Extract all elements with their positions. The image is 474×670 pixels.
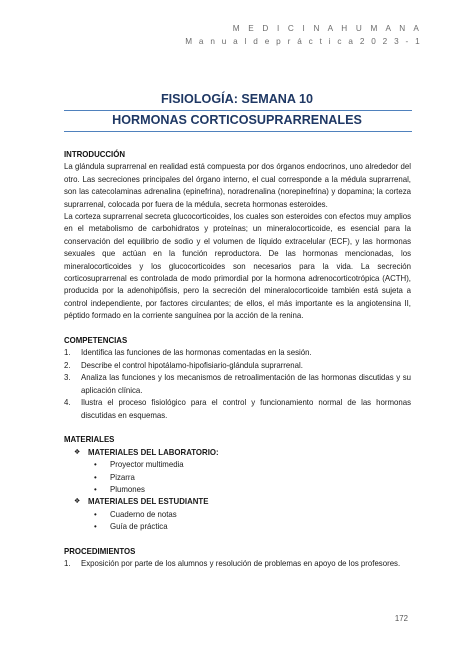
list-item: • Plumones xyxy=(64,484,411,496)
header-manual: M a n u a l d e p r á c t i c a 2 0 2 3 - 1 xyxy=(185,37,422,46)
list-item: • Guía de práctica xyxy=(64,521,411,533)
materiales-lab-list xyxy=(64,459,411,496)
diamond-bullet-icon: ❖ xyxy=(74,498,81,506)
page-number: 172 xyxy=(394,614,408,623)
list-item: 1. Identifica las funciones de las hormonas comentadas en la sesión. xyxy=(64,348,312,358)
materiales-est-list xyxy=(64,509,411,534)
document-body xyxy=(64,149,411,571)
page-subtitle: HORMONAS CORTICOSUPRARRENALES xyxy=(112,113,362,127)
materiales-est-group: ❖ MATERIALES DEL ESTUDIANTE xyxy=(64,496,411,508)
list-item: • Cuaderno de notas xyxy=(64,509,411,521)
list-item: 4. Ilustra el proceso fisiológico para el control y funcionamiento normal de las hormonas discutidas en esquemas. xyxy=(64,398,411,420)
title-divider-top xyxy=(64,110,412,111)
list-item: • Pizarra xyxy=(64,472,411,484)
materiales-lab-group: ❖ MATERIALES DEL LABORATORIO: xyxy=(64,447,411,459)
list-item: 3. Analiza las funciones y los mecanismos de retroalimentación de las hormonas discutidas y su aplicación clínica. xyxy=(64,373,411,395)
competencias-list xyxy=(64,347,411,421)
page-title: FISIOLOGÍA: SEMANA 10 xyxy=(160,92,314,106)
section-heading-competencias: COMPETENCIAS xyxy=(64,336,128,346)
dot-bullet-icon: • xyxy=(94,509,97,519)
dot-bullet-icon: • xyxy=(94,522,97,532)
title-divider-bottom xyxy=(64,131,412,132)
list-item: • Proyector multimedia xyxy=(64,459,411,471)
section-heading-materiales: MATERIALES xyxy=(64,435,115,445)
dot-bullet-icon: • xyxy=(94,472,97,482)
dot-bullet-icon: • xyxy=(94,484,97,494)
materiales-groups xyxy=(64,447,411,459)
procedimientos-list xyxy=(64,558,411,570)
section-heading-procedimientos: PROCEDIMIENTOS xyxy=(64,546,136,556)
list-item: 1. Exposición por parte de los alumnos y resolución de problemas en apoyo de los profesores. xyxy=(64,559,401,569)
diamond-bullet-icon: ❖ xyxy=(74,448,81,456)
intro-paragraph-2: La corteza suprarrenal secreta glucocorticoides, los cuales son esteroides con efectos muy amplios en el metabolismo de carbohidratos y proteínas; un mineralocorticoide, es esencial para la conservación del equilibrio de sodio y el volumen de líquido extracelular (ECF), y las hormonas sexuales que actúan en la función reproductora. De las hormonas mencionadas, los mineralocorticoides y los glucocorticoides son necesarios para la vida. La secreción corticosuprarrenal es controlada de modo primordial por la hormona adrenocorticotrópica (ACTH), producida por la adenohipófisis, pero la secreción del mineralocorticoide también está sujeta a control independiente, por factores circulantes; de ellos, el más importante es la angiotensina II, péptido formado en la corriente sanguínea por la acción de la renina. xyxy=(64,212,411,321)
header-program: M E D I C I N A H U M A N A xyxy=(232,24,422,33)
list-item: 2. Describe el control hipotálamo-hipofisiario-glándula suprarrenal. xyxy=(64,360,303,370)
dot-bullet-icon: • xyxy=(94,460,97,470)
materiales-groups-2 xyxy=(64,496,411,508)
intro-paragraph-1: La glándula suprarrenal en realidad está compuesta por dos órganos endocrinos, uno alrededor del otro. Las secreciones principales del órgano interno, el cual corresponde a la médula suprarrenal, son las catecolaminas adrenalina (epinefrina), noradrenalina (norepinefrina) y dopamina; la corteza suprarrenal, colocada por fuera de la médula, secreta hormonas esteroides. xyxy=(64,162,411,209)
section-heading-introduccion: INTRODUCCIÓN xyxy=(64,150,126,159)
running-header xyxy=(185,22,422,48)
